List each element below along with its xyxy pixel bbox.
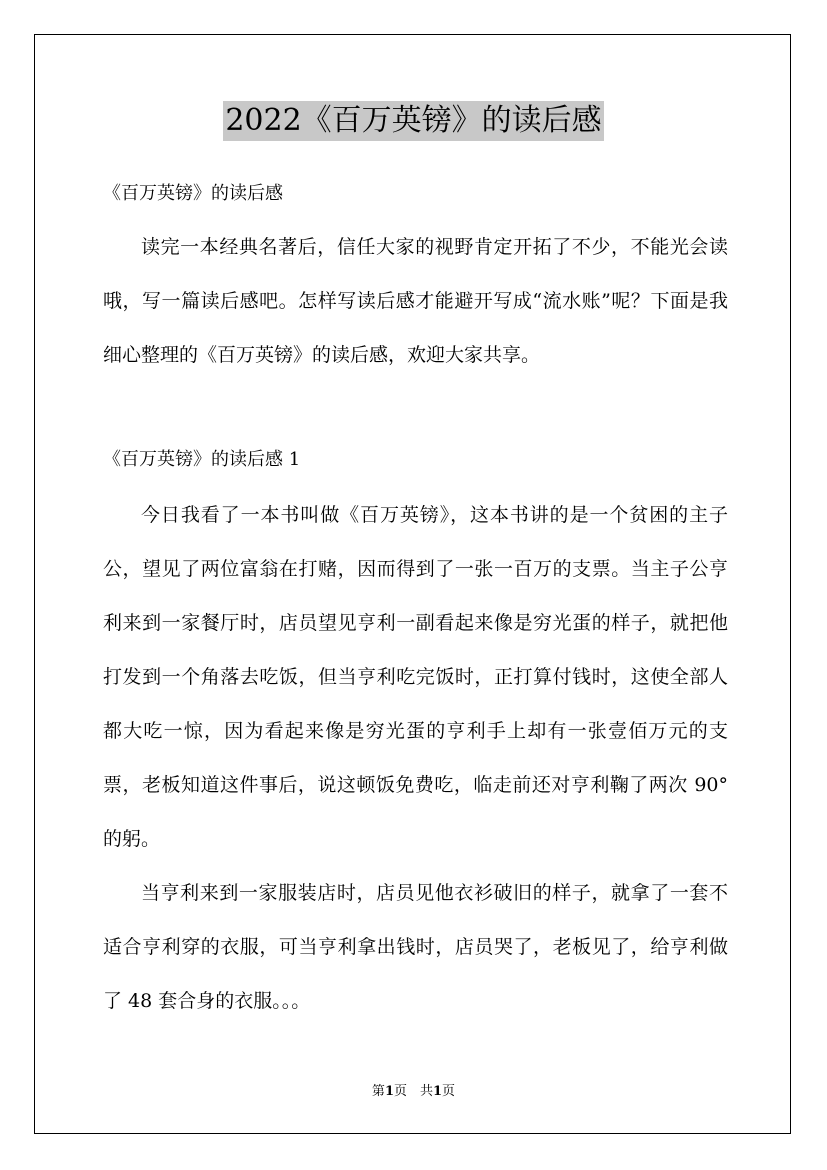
footer-total-pages: 1 <box>433 1084 443 1099</box>
document-title: 2022《百万英镑》的读后感 <box>223 101 603 141</box>
footer-suffix: 页 <box>442 1084 456 1099</box>
document-body <box>103 172 728 1028</box>
section-heading: 《百万英镑》的读后感 1 <box>103 449 301 470</box>
intro-paragraph: 读完一本经典名著后，信任大家的视野肯定开拓了不少，不能光会读哦，写一篇读后感吧。怎样写读后感才能避开写成“流水账”呢？下面是我细心整理的《百万英镑》的读后感，欢迎大家共享。 <box>103 236 728 366</box>
body-paragraph-1: 今日我看了一本书叫做《百万英镑》，这本书讲的是一个贫困的主子公，望见了两位富翁在打赌，因而得到了一张一百万的支票。当主子公亨利来到一家餐厅时，店员望见亨利一副看起来像是穷光蛋的样子，就把他打发到一个角落去吃饭，但当亨利吃完饭时，正打算付钱时，这使全部人都大吃一惊，因为看起来像是穷光蛋的亨利手上却有一张壹佰万元的支票，老板知道这件事后，说这顿饭免费吃，临走前还对亨利鞠了两次 90° 的躬。 <box>103 504 728 850</box>
footer-prefix: 第 <box>371 1084 385 1099</box>
footer-mid: 页 共 <box>393 1084 433 1099</box>
page-footer <box>0 1083 827 1101</box>
footer-current-page: 1 <box>384 1084 394 1099</box>
title-container <box>0 101 827 141</box>
body-paragraph-2: 当亨利来到一家服装店时，店员见他衣衫破旧的样子，就拿了一套不适合亨利穿的衣服，可当亨利拿出钱时，店员哭了，老板见了，给亨利做了 48 套合身的衣服。。。 <box>103 882 728 1012</box>
intro-heading: 《百万英镑》的读后感 <box>103 183 283 204</box>
